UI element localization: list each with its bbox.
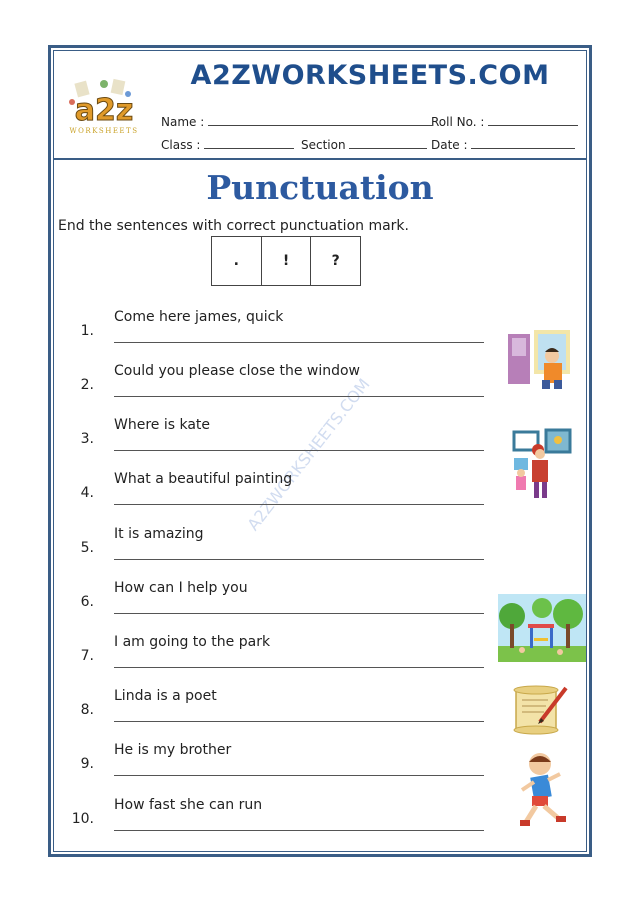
scroll-and-pen-illustration xyxy=(510,682,570,736)
logo-text: a2z xyxy=(74,93,134,128)
date-label: Date : xyxy=(431,138,468,152)
question-number: 7. xyxy=(80,648,94,664)
question-number: 8. xyxy=(80,702,94,718)
question-text: Come here james, quick xyxy=(114,309,284,325)
class-label: Class : xyxy=(161,138,201,152)
section-blank[interactable] xyxy=(349,137,427,149)
question-text: He is my brother xyxy=(114,742,232,758)
watermark: A2ZWORKSHEETS.COM xyxy=(243,374,374,535)
answer-line[interactable] xyxy=(114,775,484,776)
section-label: Section xyxy=(301,138,346,152)
boy-at-window-illustration xyxy=(506,330,572,390)
roll-field xyxy=(431,114,578,129)
punctuation-exclamation: ! xyxy=(262,237,312,285)
answer-line[interactable] xyxy=(114,721,484,722)
name-label: Name : xyxy=(161,115,205,129)
park-illustration xyxy=(498,594,586,662)
answer-line[interactable] xyxy=(114,667,484,668)
class-blank[interactable] xyxy=(204,137,294,149)
answer-line[interactable] xyxy=(114,559,484,560)
painting-illustration xyxy=(506,428,574,500)
class-field xyxy=(161,137,294,152)
question-number: 9. xyxy=(80,756,94,772)
question-text: How fast she can run xyxy=(114,797,263,813)
roll-blank[interactable] xyxy=(488,114,578,126)
site-title: A2ZWORKSHEETS.COM xyxy=(190,60,550,91)
roll-label: Roll No. : xyxy=(431,115,485,129)
question-text: Linda is a poet xyxy=(114,688,217,704)
a2z-logo xyxy=(62,78,146,142)
question-text: It is amazing xyxy=(114,526,204,542)
answer-line[interactable] xyxy=(114,450,484,451)
instruction-text: End the sentences with correct punctuation mark. xyxy=(58,218,409,234)
page-title: Punctuation xyxy=(206,168,434,207)
date-blank[interactable] xyxy=(471,137,575,149)
punctuation-options-box xyxy=(211,236,361,286)
question-number: 4. xyxy=(80,485,94,501)
answer-line[interactable] xyxy=(114,396,484,397)
question-number: 5. xyxy=(80,540,94,556)
name-field xyxy=(161,114,432,129)
question-number: 1. xyxy=(80,323,94,339)
logo-graphic xyxy=(62,78,146,130)
question-number: 10. xyxy=(71,811,94,827)
question-text: Could you please close the window xyxy=(114,363,360,379)
question-text: Where is kate xyxy=(114,417,211,433)
question-number: 6. xyxy=(80,594,94,610)
logo-subtext: WORKSHEETS xyxy=(69,127,139,135)
question-item-5 xyxy=(0,526,640,580)
question-number: 2. xyxy=(80,377,94,393)
punctuation-question: ? xyxy=(331,253,340,269)
question-text: I am going to the park xyxy=(114,634,271,650)
question-number: 3. xyxy=(80,431,94,447)
answer-line[interactable] xyxy=(114,504,484,505)
date-field xyxy=(431,137,575,152)
answer-line[interactable] xyxy=(114,830,484,831)
question-text: How can I help you xyxy=(114,580,248,596)
punctuation-period: . xyxy=(212,237,262,285)
name-blank[interactable] xyxy=(208,114,432,126)
section-field xyxy=(301,137,427,152)
header-divider xyxy=(53,158,587,160)
answer-line[interactable] xyxy=(114,613,484,614)
answer-line[interactable] xyxy=(114,342,484,343)
running-boy-illustration xyxy=(514,750,570,830)
question-text: What a beautiful painting xyxy=(114,471,293,487)
